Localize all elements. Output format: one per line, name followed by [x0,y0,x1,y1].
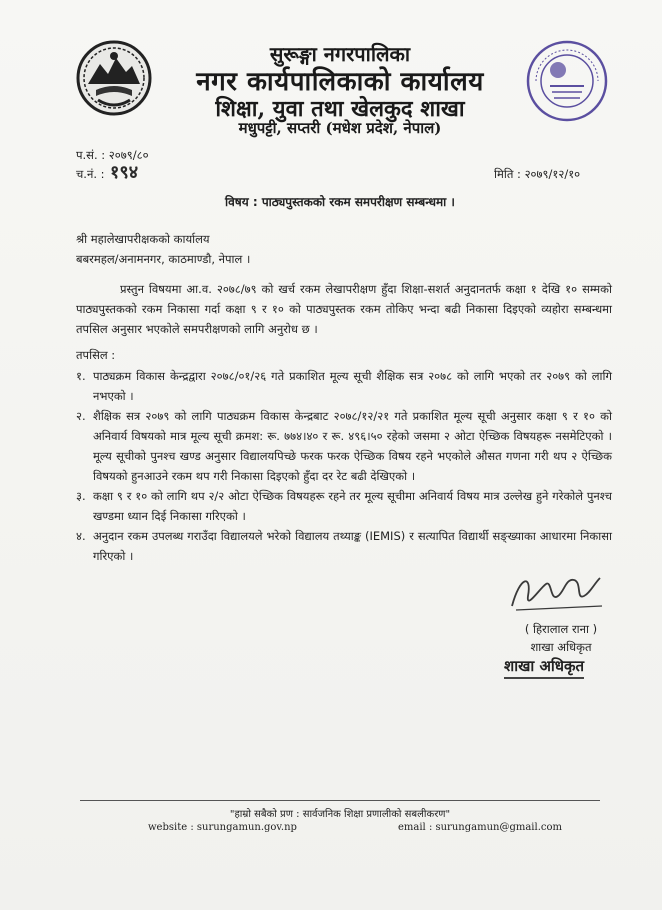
office-seal-icon [524,38,610,124]
item-number: ३. [76,489,86,503]
letter-date: मिति : २०७९/१२/१० [494,167,581,181]
office-name: नगर कार्यपालिकाको कार्यालय [196,67,484,97]
recipient-office: श्री महालेखापरीक्षकको कार्यालय [76,232,210,246]
signatory-title: शाखा अधिकृत [530,640,592,654]
intro-paragraph: प्रस्तुन विषयमा आ.व. २०७८/७९ को खर्च रकम लेखापरीक्षण हुँदा शिक्षा-सशर्त अनुदानतर्फ कक्षा १ देखि १० सम्मको पाठ्यपुस्तकको रकम निकासा गर्दा कक्षा ९ र १० को पाठ्यपुस्तक रकम तोकिए भन्दा बढी निकासा दिइएको व्यहोरा सम्बन्धमा तपसिल अनुसार भएकोले समपरीक्षणको लागि अनुरोध छ । [76,282,612,336]
item-text: पाठ्यक्रम विकास केन्द्रद्वारा २०७८/०१/२६ गते प्रकाशित मूल्य सूची शैक्षिक सत्र २०७८ को लागि भएको तर २०७९ को लागि नभएको । [93,369,612,403]
item-text: अनुदान रकम उपलब्ध गराउँदा विद्यालयले भरेको विद्यालय तथ्याङ्क (IEMIS) र सत्यापित विद्यार्थी सङ्ख्याका आधारमा निकासा गरिएको । [93,529,612,563]
designation-stamp: शाखा अधिकृत [504,656,584,679]
branch-name: शिक्षा, युवा तथा खेलकुद शाखा [215,96,465,122]
nepal-emblem-icon [74,38,154,118]
footer-email: email : surungamun@gmail.com [398,822,562,833]
municipality-name: सुरूङ्गा नगरपालिका [269,42,411,66]
signature-icon [506,566,606,618]
list-item [76,406,612,486]
footer-divider [80,800,600,801]
list-item [76,526,612,566]
reference-number: प.सं. : २०७९/८० [76,148,149,162]
recipient-address: बबरमहल/अनामनगर, काठमाण्डौ, नेपाल । [76,252,251,266]
footer-website: website : surungamun.gov.np [148,822,297,833]
tapasil-heading: तपसिल : [76,348,116,362]
subject-line: विषय : पाठ्यपुस्तकको रकम समपरीक्षण सम्बन्धमा । [225,195,455,209]
footer-slogan: "हाम्रो सबैको प्रण : सार्वजनिक शिक्षा प्रणालीको सबलीकरण" [229,809,451,820]
office-address: मधुपट्टी, सप्तरी (मधेश प्रदेश, नेपाल) [238,119,442,137]
signatory-name: ( हिरालाल राना ) [524,622,598,636]
item-text: कक्षा ९ र १० को लागि थप २/२ ओटा ऐच्छिक विषयहरू रहने तर मूल्य सूचीमा अनिवार्य विषय मात्र उल्लेख हुने गरेकोले पुनश्च खण्डमा ध्यान दिई निकासा गरिएको । [93,489,612,523]
item-number: २. [76,409,86,423]
list-item [76,486,612,526]
list-item [76,366,612,406]
dispatch-number: १९४ [110,162,139,183]
item-number: १. [76,369,86,383]
item-text: शैक्षिक सत्र २०७९ को लागि पाठ्यक्रम विकास केन्द्रबाट २०७८/१२/२१ गते प्रकाशित मूल्य सूची अनुसार कक्षा ९ र १० को अनिवार्य विषयको मात्र मूल्य सूची क्रमश: रू. ७७४।४० र रू. ४९६।५० रहेको जसमा २ ओटा ऐच्छिक विषयहरू नसमेटिएको । मूल्य सूचीको पुनश्च खण्ड अनुसार विद्यालयपिच्छे फरक फरक ऐच्छिक विषय रहने भएकोले औसत गणना गरी थप २ ऐच्छिक विषयको हुनआउने रकम थप गरी निकासा दिइएको हुँदा दर रेट बढी देखिएको । [93,409,612,483]
item-number: ४. [76,529,86,543]
dispatch-label: च.नं. : [76,167,105,181]
